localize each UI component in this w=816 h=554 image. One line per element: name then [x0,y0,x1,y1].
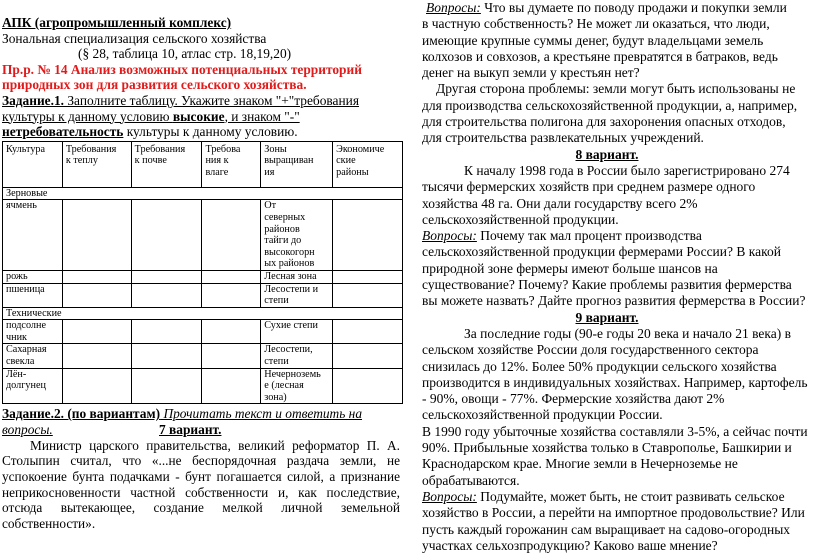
header-text: к теплу [65,155,98,167]
crop-name: подсолне [6,320,46,332]
zone-cell [261,320,333,344]
v9-text-line: сельскохозяйственной продукции России. [422,407,663,423]
zone-cell [261,368,333,404]
v8-questions-line: существование? Почему? Какие проблемы развития фермерства [422,277,792,293]
v9-questions-line-1: Вопросы: Подумайте, может быть, не стоит развивать сельское [422,488,785,504]
v9-text-line: обрабатываются. [422,472,520,488]
table-cell [62,200,131,271]
questions-label: Вопросы: [426,0,481,15]
table-cell [131,344,202,368]
zone-cell [261,200,333,271]
zone-text: Лесостепи и [264,283,319,295]
table-header-cell [3,141,63,187]
crop-cell [3,344,63,368]
table-header-cell [202,141,261,187]
zone-text: высокогорн [264,246,315,258]
crop-cell [3,270,63,283]
table-cell [131,320,202,344]
header-text: Требова [205,143,241,155]
header-text: выращиван [264,155,314,167]
other-side-line: для производства сельскохозяйственной продукции, а, например, [422,97,798,113]
header-text: Зоны [264,143,287,155]
table-cell [131,368,202,404]
v9-text-line: производится в индивидуальных хозяйствах. Например, картофель [422,374,808,390]
header-text: Требования [134,143,186,155]
v9-text-line: За последние годы (90-е годы 20 века и начало 21 века) в [464,325,791,341]
crop-cell [3,368,63,404]
crop-name: Лён- [6,368,27,380]
right-column [422,0,814,553]
section-title: АПК (агропромышленный комплекс) [2,15,232,30]
table-section-row [3,187,403,200]
header-text: районы [336,166,369,178]
stolypin-quote: Министр царского правительства, великий реформатор П. А. Столыпин считал, что «...не беспорядочная раздача земли, не успокоение бунта подачками - бунт погашается силой, а признание неприкосновенности частной собственности и, как последствие, отсюда вытекающее, создание мелкой личной земельной собственности». [2,437,400,532]
table-header-cell [333,141,403,187]
left-column [2,0,406,536]
other-side-line: Другая сторона проблемы: земли могут быть использованы не [436,81,796,97]
crop-name: ячмень [6,200,37,212]
zone-text: степи [264,295,289,307]
v8-text-line: тысячи фермерских хозяйств при среднем размере одного [422,179,756,195]
v9-text-line: - 90%, овощи - 77%. Фермерские хозяйства дают 2% [422,391,725,407]
table-row [3,344,403,368]
crop-name: пшеница [6,283,45,295]
table-row [3,368,403,404]
table-row [3,283,403,307]
table-cell [62,344,131,368]
zone-text: ых районов [264,258,315,270]
practical-title-line-2: природных зон для развития сельского хозяйства. [2,77,307,93]
table-cell [202,270,261,283]
task1-line-1: Задание.1. Заполните таблицу. Укажите знаком "+"требования [2,92,359,108]
v8-questions-line: природной зоне фермеры имеют больше шансов на [422,260,718,276]
v8-questions-line-1: Вопросы: Почему так мал процент производства [422,228,702,244]
table-cell [333,270,403,283]
table-header-cell [62,141,131,187]
header-text: ния к [205,155,229,167]
crop-name: Сахарная [6,344,47,356]
zone-text: северных [264,211,306,223]
table-cell [62,320,131,344]
table-header-cell [261,141,333,187]
questions-line: денег на выкуп земли у крестьян нет? [422,65,640,81]
zone-text: От [264,200,277,212]
crop-name: рожь [6,270,28,282]
zone-cell [261,344,333,368]
table-cell [62,270,131,283]
crop-cell [3,320,63,344]
v9-text-line: снизилась до 12%. Более 50% продукции сельского хозяйства [422,358,777,374]
v9-text-line: 90%. Прибыльные хозяйства только в Ставрополье, Башкирии и [422,440,792,456]
other-side-line: для строительства полигона для захоронения опасных отходов, [422,114,786,130]
zone-cell [261,270,333,283]
v9-questions-label: Вопросы: [422,488,477,504]
table-cell [62,283,131,307]
crop-cell [3,283,63,307]
zone-text: Сухие степи [264,320,318,332]
crop-name: свекла [6,356,35,368]
table-cell [333,283,403,307]
zone-text: зона) [264,391,287,403]
header-text: влаге [205,166,229,178]
table-cell [202,368,261,404]
v8-questions-line: сельскохозяйственной продукции фермерами России? В какой [422,244,781,260]
header-text: ские [336,155,356,167]
v9-text-line: Краснодарском крае. Многие земли в Нечерноземье не [422,456,738,472]
v8-text-line: хозяйства 48 га. Они дали государству всего 2% [422,195,698,211]
table-header-row [3,141,403,187]
other-side-line: для строительства развлекательных учреждений. [422,130,704,146]
section-subtitle: Зональная специализация сельского хозяйства [2,30,267,46]
zone-text: тайги до [264,235,302,247]
crop-cell [3,200,63,271]
table-row [3,270,403,283]
task2-label: Задание.2. (по вариантам) [2,406,161,422]
task1-label: Задание.1. [2,92,64,108]
crops-table [2,141,403,405]
table-cell [131,283,202,307]
variant9-heading: 9 вариант. [575,309,639,325]
table-cell [333,368,403,404]
v9-text-line: В 1990 году убыточные хозяйства составляли 3-5%, а сейчас почти [422,423,808,439]
section-label: Зерновые [3,187,403,200]
variant7-heading: 7 вариант. [159,422,222,438]
questions-line-1: Вопросы: Что вы думаете по поводу продажи и покупки земли [426,0,787,15]
header-text: Экономиче [336,143,385,155]
questions-line: имеющие крупные суммы денег, будут владельцами земель [422,32,764,48]
task1-line-2: культуры к данному условию высокие, и знаком "-" [2,108,300,124]
practical-title-line-1: Пр.р. № 14 Анализ возможных потенциальных территорий [2,61,362,77]
table-cell [202,344,261,368]
zone-text: Лесная зона [264,270,317,282]
table-cell [202,200,261,271]
v8-text-line: сельскохозяйственной продукции. [422,211,619,227]
v8-questions-line: вы можете назвать? Дайте прогноз развития фермерства в России? [422,293,806,309]
table-cell [333,344,403,368]
zone-text: Лесостепи, [264,344,313,356]
zone-text: Нечерноземь [264,368,321,380]
task1-line-3: нетребовательность культуры к данному условию. [2,124,298,140]
v8-questions-label: Вопросы: [422,228,477,244]
table-header-cell [131,141,202,187]
table-row [3,200,403,271]
v9-questions-line: хозяйство в России, а перейти на импортное продовольствие? Или [422,505,805,521]
table-body [3,187,403,404]
crop-name: чник [6,331,27,343]
textbook-reference: (§ 28, таблица 10, атлас стр. 18,19,20) [78,46,292,62]
header-text: Культура [6,143,46,155]
crop-name: долгунец [6,380,46,392]
header-text: ия [264,166,275,178]
table-cell [131,270,202,283]
table-section-row [3,307,403,320]
task2-line-1: Задание.2. (по вариантам) Прочитать текст и ответить на [2,406,363,422]
header-text: к почве [134,155,167,167]
header-text: Требования [65,143,117,155]
table-cell [202,283,261,307]
table-cell [333,200,403,271]
questions-line: колхозов и совхозов, а крестьяне превратятся в батраков, ведь [422,48,778,64]
table-cell [202,320,261,344]
zone-text: е (лесная [264,380,304,392]
table-cell [62,368,131,404]
table-row [3,320,403,344]
variant8-heading: 8 вариант. [575,146,639,162]
zone-cell [261,283,333,307]
questions-line: в частную собственность? Не может ли оказаться, что люди, [422,16,770,32]
v9-questions-line: участках сельхозпродукцию? Каково ваше мнение? [422,537,718,553]
table-cell [333,320,403,344]
table-cell [131,200,202,271]
zone-text: степи [264,356,289,368]
section-label: Технические [3,307,403,320]
v9-text-line: сельском хозяйстве России доля государственного сектора [422,342,759,358]
v9-questions-line: пусть каждый горожанин сам выращивает на садово-огородных [422,521,791,537]
task2-line-2: вопросы. 7 вариант. [2,422,222,438]
v8-text-line: К началу 1998 года в России было зарегистрировано 274 [464,162,790,178]
zone-text: районов [264,223,300,235]
